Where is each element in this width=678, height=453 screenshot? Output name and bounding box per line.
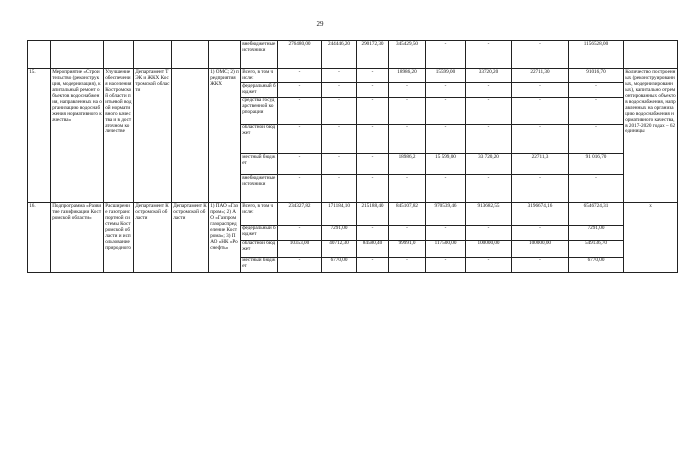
value-cell: - [512,97,569,124]
value-cell: 40712,30 [322,240,357,257]
value-cell: 84580,40 [357,240,389,257]
value-cell: 99991,0 [389,240,426,257]
value-cell: - [278,153,322,174]
value-cell: - [322,69,357,83]
source-label: внебюджетные источники [241,41,278,69]
value-cell: - [426,97,466,124]
value-cell: - [357,124,389,153]
value-cell: - [569,175,624,203]
row-number: 16. [28,203,51,273]
value-cell: - [389,83,426,97]
value-cell: - [466,97,512,124]
source-label: федеральный бюджет [241,83,278,97]
problem-cell: Расширение газотранспортной системы Костромской области и использование природного [104,203,134,273]
result-cell: x [624,203,678,273]
table-row [28,203,678,225]
value-cell: 171184,10 [322,203,357,225]
result-cell: Количество построенных (реконструированных, модернизированных), капитально отремонтированных объектов водоснабжения, направленных на организацию водоснабжения нормативного качества, в 2017-2020 годах – 62 единицы [624,69,678,203]
value-cell: 1156528,00 [569,41,624,69]
grant-recipients-cell: 1) ПАО «Газпром»; 2) АО «Газпром газораспределение Кострома»; 3) ПАО «НК «Роснефть» [209,203,241,273]
value-cell: - [466,83,512,97]
source-label: местный бюджет [241,257,278,272]
table-row [28,41,678,69]
value-cell: - [322,83,357,97]
value-cell: - [357,83,389,97]
value-cell: 7291,00 [569,225,624,240]
value-cell: 234327,82 [278,203,322,225]
value-cell: - [512,225,569,240]
value-cell: 33 720,20 [466,153,512,174]
page-number: 29 [316,20,324,28]
value-cell: - [278,175,322,203]
value-cell: - [357,257,389,272]
value-cell: - [512,257,569,272]
value-cell: 549136,70 [569,240,624,257]
value-cell: 6770,00 [322,257,357,272]
source-label: средства государственной корпорации [241,97,278,124]
value-cell: - [426,225,466,240]
responsible-cell: Департамент Костромской области [134,203,172,273]
value-cell: - [512,41,569,69]
value-cell: 970539,46 [426,203,466,225]
value-cell: 18986,20 [389,69,426,83]
row-number: 15. [28,69,51,203]
value-cell: - [466,124,512,153]
value-cell: - [466,257,512,272]
source-label: внебюджетные источники [241,175,278,203]
value-cell: - [357,69,389,83]
value-cell: - [278,124,322,153]
value-cell: - [357,97,389,124]
source-label: Всего, в том числе: [241,203,278,225]
value-cell: - [278,97,322,124]
value-cell: - [466,225,512,240]
value-cell: 276480,00 [278,41,322,69]
value-cell: 10353,00 [278,240,322,257]
value-cell: - [426,257,466,272]
value-cell: 100000,00 [466,240,512,257]
value-cell: 91 016,70 [569,153,624,174]
value-cell: - [389,225,426,240]
value-cell: - [466,41,512,69]
value-cell: 15 599,00 [426,153,466,174]
value-cell: 3196674,16 [512,203,569,225]
value-cell: - [569,83,624,97]
value-cell: - [426,41,466,69]
value-cell: - [278,257,322,272]
value-cell: 33720,20 [466,69,512,83]
grant-recipients-cell: 1) ОМС; 2) предприятия ЖКХ [209,69,241,203]
source-label: Всего, в том числе: [241,69,278,83]
value-cell: 7291,00 [322,225,357,240]
value-cell: - [569,124,624,153]
value-cell: - [512,175,569,203]
measure-name: Мероприятие «Строительство (реконструкция, модернизация), капитальный ремонт объектов водоснабжения, направленных на организацию водоснабжения нормативного качества» [51,69,104,203]
value-cell: 91016,70 [569,69,624,83]
value-cell: - [389,257,426,272]
value-cell: 290172,30 [357,41,389,69]
value-cell: 15599,00 [426,69,466,83]
value-cell: - [569,97,624,124]
source-label: областной бюджет [241,124,278,153]
value-cell: - [278,69,322,83]
participants-cell [172,69,209,203]
value-cell: - [512,124,569,153]
source-label: областной бюджет [241,240,278,257]
value-cell: - [322,97,357,124]
problem-cell: Улучшение обеспечения населения Костромской области питьевой водой нормативного качества и в достаточном количестве [104,69,134,203]
value-cell: - [278,225,322,240]
value-cell: 6546724,31 [569,203,624,225]
value-cell: 100000,00 [512,240,569,257]
responsible-cell: Департамент ТЭК и ЖКХ Костромской области [134,69,172,203]
measure-name: Подпрограмма «Развитие газификации Костромской области» [51,203,104,273]
value-cell: - [426,175,466,203]
value-cell: 22711,30 [512,69,569,83]
value-cell: - [322,153,357,174]
value-cell: 18986,2 [389,153,426,174]
value-cell: 215188,40 [357,203,389,225]
value-cell: - [512,83,569,97]
participants-cell: Департамент Костромской области [172,203,209,273]
table-row [28,69,678,83]
source-label: федеральный бюджет [241,225,278,240]
source-label: местный бюджет [241,153,278,174]
value-cell: - [322,175,357,203]
value-cell: 913682,55 [466,203,512,225]
value-cell: - [322,124,357,153]
value-cell: - [357,175,389,203]
value-cell: - [357,225,389,240]
value-cell: - [426,83,466,97]
value-cell: - [389,124,426,153]
value-cell: 244446,20 [322,41,357,69]
financing-table [27,40,678,273]
value-cell: 345429,50 [389,41,426,69]
value-cell: - [357,153,389,174]
value-cell: 845107,82 [389,203,426,225]
value-cell: 117500,00 [426,240,466,257]
value-cell: 6770,00 [569,257,624,272]
value-cell: - [426,124,466,153]
value-cell: - [278,83,322,97]
value-cell: - [389,97,426,124]
value-cell: - [466,175,512,203]
value-cell: 22711,3 [512,153,569,174]
value-cell: - [389,175,426,203]
